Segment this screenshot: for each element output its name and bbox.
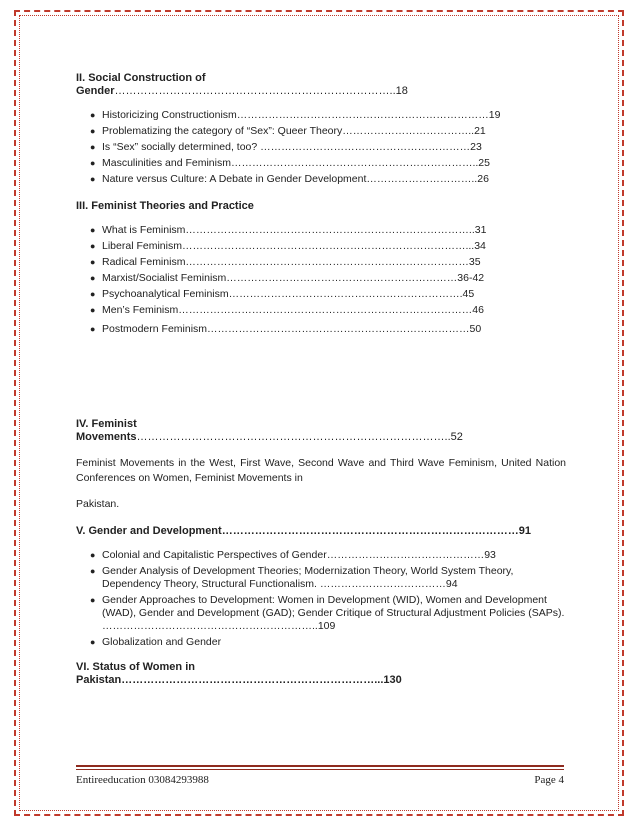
section-4-description-end: Pakistan. (76, 498, 120, 510)
bullet-icon: ● (90, 142, 96, 152)
section-4-title-line2: Movements…………………………………………………………………………..52 (76, 431, 463, 443)
section-2-leader: …………………………………………………………………..18 (114, 85, 408, 97)
section-4-description: Feminist Movements in the West, First Wave, Second Wave and Third Wave Feminism, United Nation Conferences on Women, Feminist Movements in (76, 457, 566, 484)
section-5-leader: ………………………………………………………………………91 (221, 525, 531, 537)
bullet-icon: ● (90, 241, 96, 251)
bullet-icon: ● (90, 110, 96, 120)
bullet-icon: ● (90, 566, 96, 576)
list-item: ● Marxist/Socialist Feminism…………………………………………………………36-42 (90, 272, 485, 284)
bullet-icon: ● (90, 273, 96, 283)
bullet-icon: ● (90, 637, 96, 647)
list-item: ● Masculinities and Feminism……………………………………………………………..25 (90, 157, 490, 169)
section-4-title: IV. Feminist (76, 418, 137, 430)
footer-rule-thin (76, 769, 564, 770)
bullet-icon: ● (90, 174, 96, 184)
section-2-title: II. Social Construction of (76, 72, 206, 84)
section-5-title: V. Gender and Development………………………………………………………………………91 (76, 525, 531, 537)
footer-contact: Entireeducation 03084293988 (76, 774, 209, 786)
list-item: ● Nature versus Culture: A Debate in Gender Development…………………………..26 (90, 173, 489, 185)
page-number: Page 4 (534, 774, 564, 786)
section-4-leader: …………………………………………………………………………..52 (136, 431, 463, 443)
list-item: ● Gender Approaches to Development: Women in Development (WID), Women and Development (WAD), Gender and Development (GAD); Gender Critique of Structural Adjustment Policies (SAPs). ……………………………………………………..109 (90, 594, 565, 632)
list-item: ● Gender Analysis of Development Theories; Modernization Theory, World System Theory, Dependency Theory, Structural Functionalism. ………………………………94 (90, 565, 514, 590)
bullet-icon: ● (90, 225, 96, 235)
list-item: ● Is “Sex” socially determined, too? ……………………………………………………23 (90, 141, 482, 153)
table-of-contents (76, 72, 566, 697)
section-2 (76, 72, 566, 186)
list-item: ● Globalization and Gender (90, 636, 222, 648)
bullet-icon: ● (90, 324, 96, 334)
section-6-title: VI. Status of Women in (76, 661, 195, 673)
list-item: ● Postmodern Feminism…………………………………………………………………50 (90, 323, 482, 335)
section-2-list (76, 109, 566, 186)
list-item: ● Colonial and Capitalistic Perspectives of Gender………………………………………93 (90, 549, 496, 561)
bullet-icon: ● (90, 550, 96, 560)
bullet-icon: ● (90, 289, 96, 299)
list-item: ● Historicizing Constructionism………………………………………………………………19 (90, 109, 501, 121)
bullet-icon: ● (90, 126, 96, 136)
list-item: ● Radical Feminism………………………………………………………………………35 (90, 256, 481, 268)
bullet-icon: ● (90, 158, 96, 168)
section-3-title: III. Feminist Theories and Practice (76, 200, 254, 212)
list-item: ● Liberal Feminism………………………………………………………………………...34 (90, 240, 486, 252)
footer-rule (76, 765, 564, 767)
section-3-list (76, 224, 566, 336)
section-6-title-line2: Pakistan……………………………………………………………...130 (76, 674, 402, 686)
section-3 (76, 200, 566, 336)
section-2-title-line2: Gender…………………………………………………………………..18 (76, 85, 408, 97)
list-item: ● Psychoanalytical Feminism………………………………………………………….45 (90, 288, 475, 300)
page-footer (76, 774, 564, 786)
section-4 (76, 418, 566, 511)
bullet-icon: ● (90, 595, 96, 605)
bullet-icon: ● (90, 257, 96, 267)
list-item: ● What is Feminism………………………………………………………………………..31 (90, 224, 487, 236)
section-6 (76, 661, 566, 687)
section-6-leader: ……………………………………………………………...130 (121, 674, 402, 686)
section-5-list (76, 549, 566, 649)
list-item: ● Problematizing the category of “Sex”: Queer Theory………………………………..21 (90, 125, 486, 137)
bullet-icon: ● (90, 305, 96, 315)
section-5 (76, 525, 566, 649)
list-item: ● Men’s Feminism…………………………………………………………………………46 (90, 304, 484, 316)
